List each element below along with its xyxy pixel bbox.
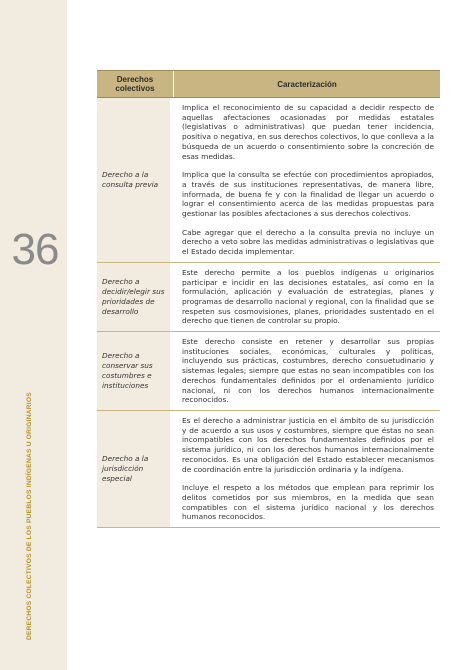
- paragraph: Cabe agregar que el derecho a la consulta previa no incluye un derecho a veto sobre las medidas administrativas o legislativas que el Estado decida implementar.: [182, 227, 434, 257]
- row-label: Derecho a conservar sus costumbres e instituciones: [102, 351, 153, 391]
- row-description: [173, 332, 440, 410]
- paragraph: Este derecho consiste en retener y desarrollar sus propias instituciones sociales, económicas, culturales y políticas, incluyendo sus prácticas, costumbres, derecho consuetudinario y sistemas legales; siempre que estas no sean incompatibles con los derechos fundamentales definidos por el ordenamiento jurídico nacional, ni con los derechos humanos internacionalmente reconocidos.: [182, 337, 434, 405]
- row-description: [173, 411, 440, 527]
- header-rights: Derechos colectivos: [97, 71, 174, 97]
- paragraph: Es el derecho a administrar justicia en el ámbito de su jurisdicción y de acuerdo a sus usos y costumbres, siempre que éstas no sean incompatibles con los derechos fundamentales definidos por el sistema jurídico, ni con los derechos humanos internacionalmente reconocidos. Es una obligación del Estado establecer mecanismos de coordinación entre la jurisdicción ordinaria y la indígena.: [182, 415, 434, 474]
- table-header: [97, 70, 440, 98]
- table-row: [97, 411, 440, 528]
- page-number: 36: [11, 225, 59, 274]
- row-label-cell: [97, 411, 173, 527]
- row-label-cell: [97, 98, 173, 262]
- paragraph: Implica que la consulta se efectúe con procedimientos apropiados, a través de sus instituciones representativas, de manera libre, informada, de buena fe y con la finalidad de llegar un acuerdo o lograr el consentimiento acerca de las medidas propuestas para gestionar las posibles afectaciones a sus derechos colectivos.: [182, 170, 434, 219]
- paragraph: Implica el reconocimiento de su capacidad a decidir respecto de aquellas afectaciones ocasionadas por medidas estatales (legislativas o administrativas) que puedan tener incidencia, positiva o negativa, en sus derechos colectivos, lo que conlleva a la búsqueda de un acuerdo o consentimiento sobre la concreción de esas medidas.: [182, 103, 434, 161]
- row-label: Derecho a la jurisdicción especial: [102, 454, 149, 483]
- row-label: Derecho a decidir/elegir sus prioridades de desarrollo: [102, 276, 165, 316]
- side-title: DERECHOS COLECTIVOS DE LOS PUEBLOS INDÍGENAS U ORIGINARIOS: [26, 392, 33, 640]
- header-characterization: Caracterización: [277, 79, 337, 89]
- row-label: Derecho a la consulta previa: [102, 169, 159, 189]
- table-row: [97, 263, 440, 332]
- table-row: [97, 332, 440, 411]
- rights-table: [97, 70, 440, 528]
- row-description: [173, 98, 440, 262]
- table-row: [97, 98, 440, 263]
- row-label-cell: [97, 263, 173, 331]
- left-sidebar: [0, 0, 67, 670]
- row-description: [173, 263, 440, 331]
- paragraph: Incluye el respeto a los métodos que emplean para reprimir los delitos cometidos por sus miembros, en la medida que sean compatibles con el sistema jurídico nacional y los derechos humanos reconocidos.: [182, 483, 434, 522]
- paragraph: Este derecho permite a los pueblos indígenas u originarios participar e incidir en las decisiones estatales, así como en la formulación, aplicación y evaluación de estrategias, planes y programas de desarrollo nacional y regional, con la finalidad que se respeten sus cosmovisiones, planes, prioridades sustentado en el derecho que tienen de controlar su propio.: [182, 267, 434, 326]
- row-label-cell: [97, 332, 173, 410]
